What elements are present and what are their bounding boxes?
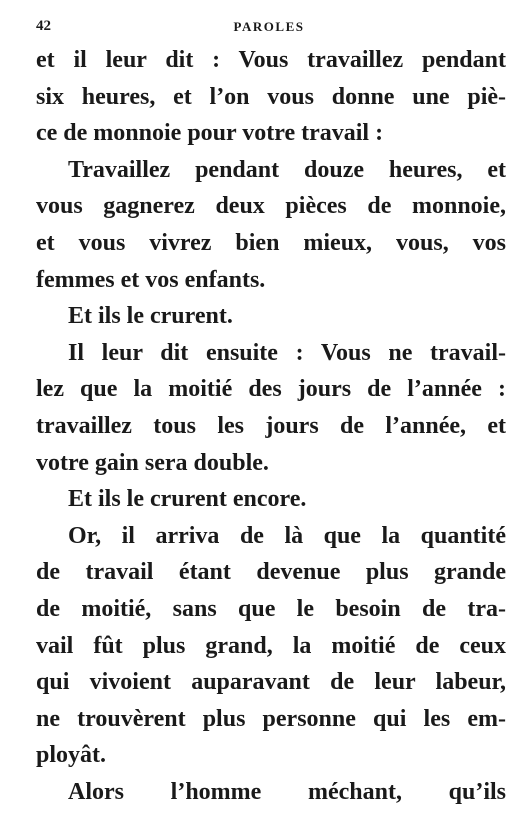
text-line: ne trouvèrent plus personne qui les em- — [36, 705, 506, 732]
text-line: vous gagnerez deux pièces de monnoie, — [36, 193, 506, 220]
running-title: PAROLES — [233, 19, 305, 34]
page-number: 42 — [36, 18, 51, 34]
body-text — [36, 42, 506, 810]
text-line: Or, il arriva de là que la quantité — [68, 522, 506, 549]
text-line: lez que la moitié des jours de l’année : — [36, 376, 506, 403]
text-line: de moitié, sans que le besoin de tra- — [36, 595, 506, 622]
text-line: Il leur dit ensuite : Vous ne travail- — [68, 339, 506, 366]
running-head — [36, 18, 502, 38]
text-line: ce de monnoie pour votre travail : — [36, 120, 384, 147]
text-line: six heures, et l’on vous donne une piè- — [36, 83, 506, 110]
text-line: de travail étant devenue plus grande — [36, 559, 506, 586]
text-line: votre gain sera double. — [36, 449, 269, 476]
text-line: femmes et vos enfants. — [36, 266, 266, 293]
text-line: Alors l’homme méchant, qu’ils — [68, 778, 506, 805]
text-line: vail fût plus grand, la moitié de ceux — [36, 632, 506, 659]
text-line: Travaillez pendant douze heures, et — [68, 156, 506, 183]
text-line: ployât. — [36, 742, 107, 769]
text-line: Et ils le crurent. — [68, 303, 233, 330]
text-line: et il leur dit : Vous travaillez pendant — [36, 47, 506, 73]
text-line: et vous vivrez bien mieux, vous, vos — [36, 229, 506, 256]
text-line: Et ils le crurent encore. — [68, 486, 307, 513]
text-line: travaillez tous les jours de l’année, et — [36, 412, 506, 439]
text-line: qui vivoient auparavant de leur labeur, — [36, 669, 506, 696]
